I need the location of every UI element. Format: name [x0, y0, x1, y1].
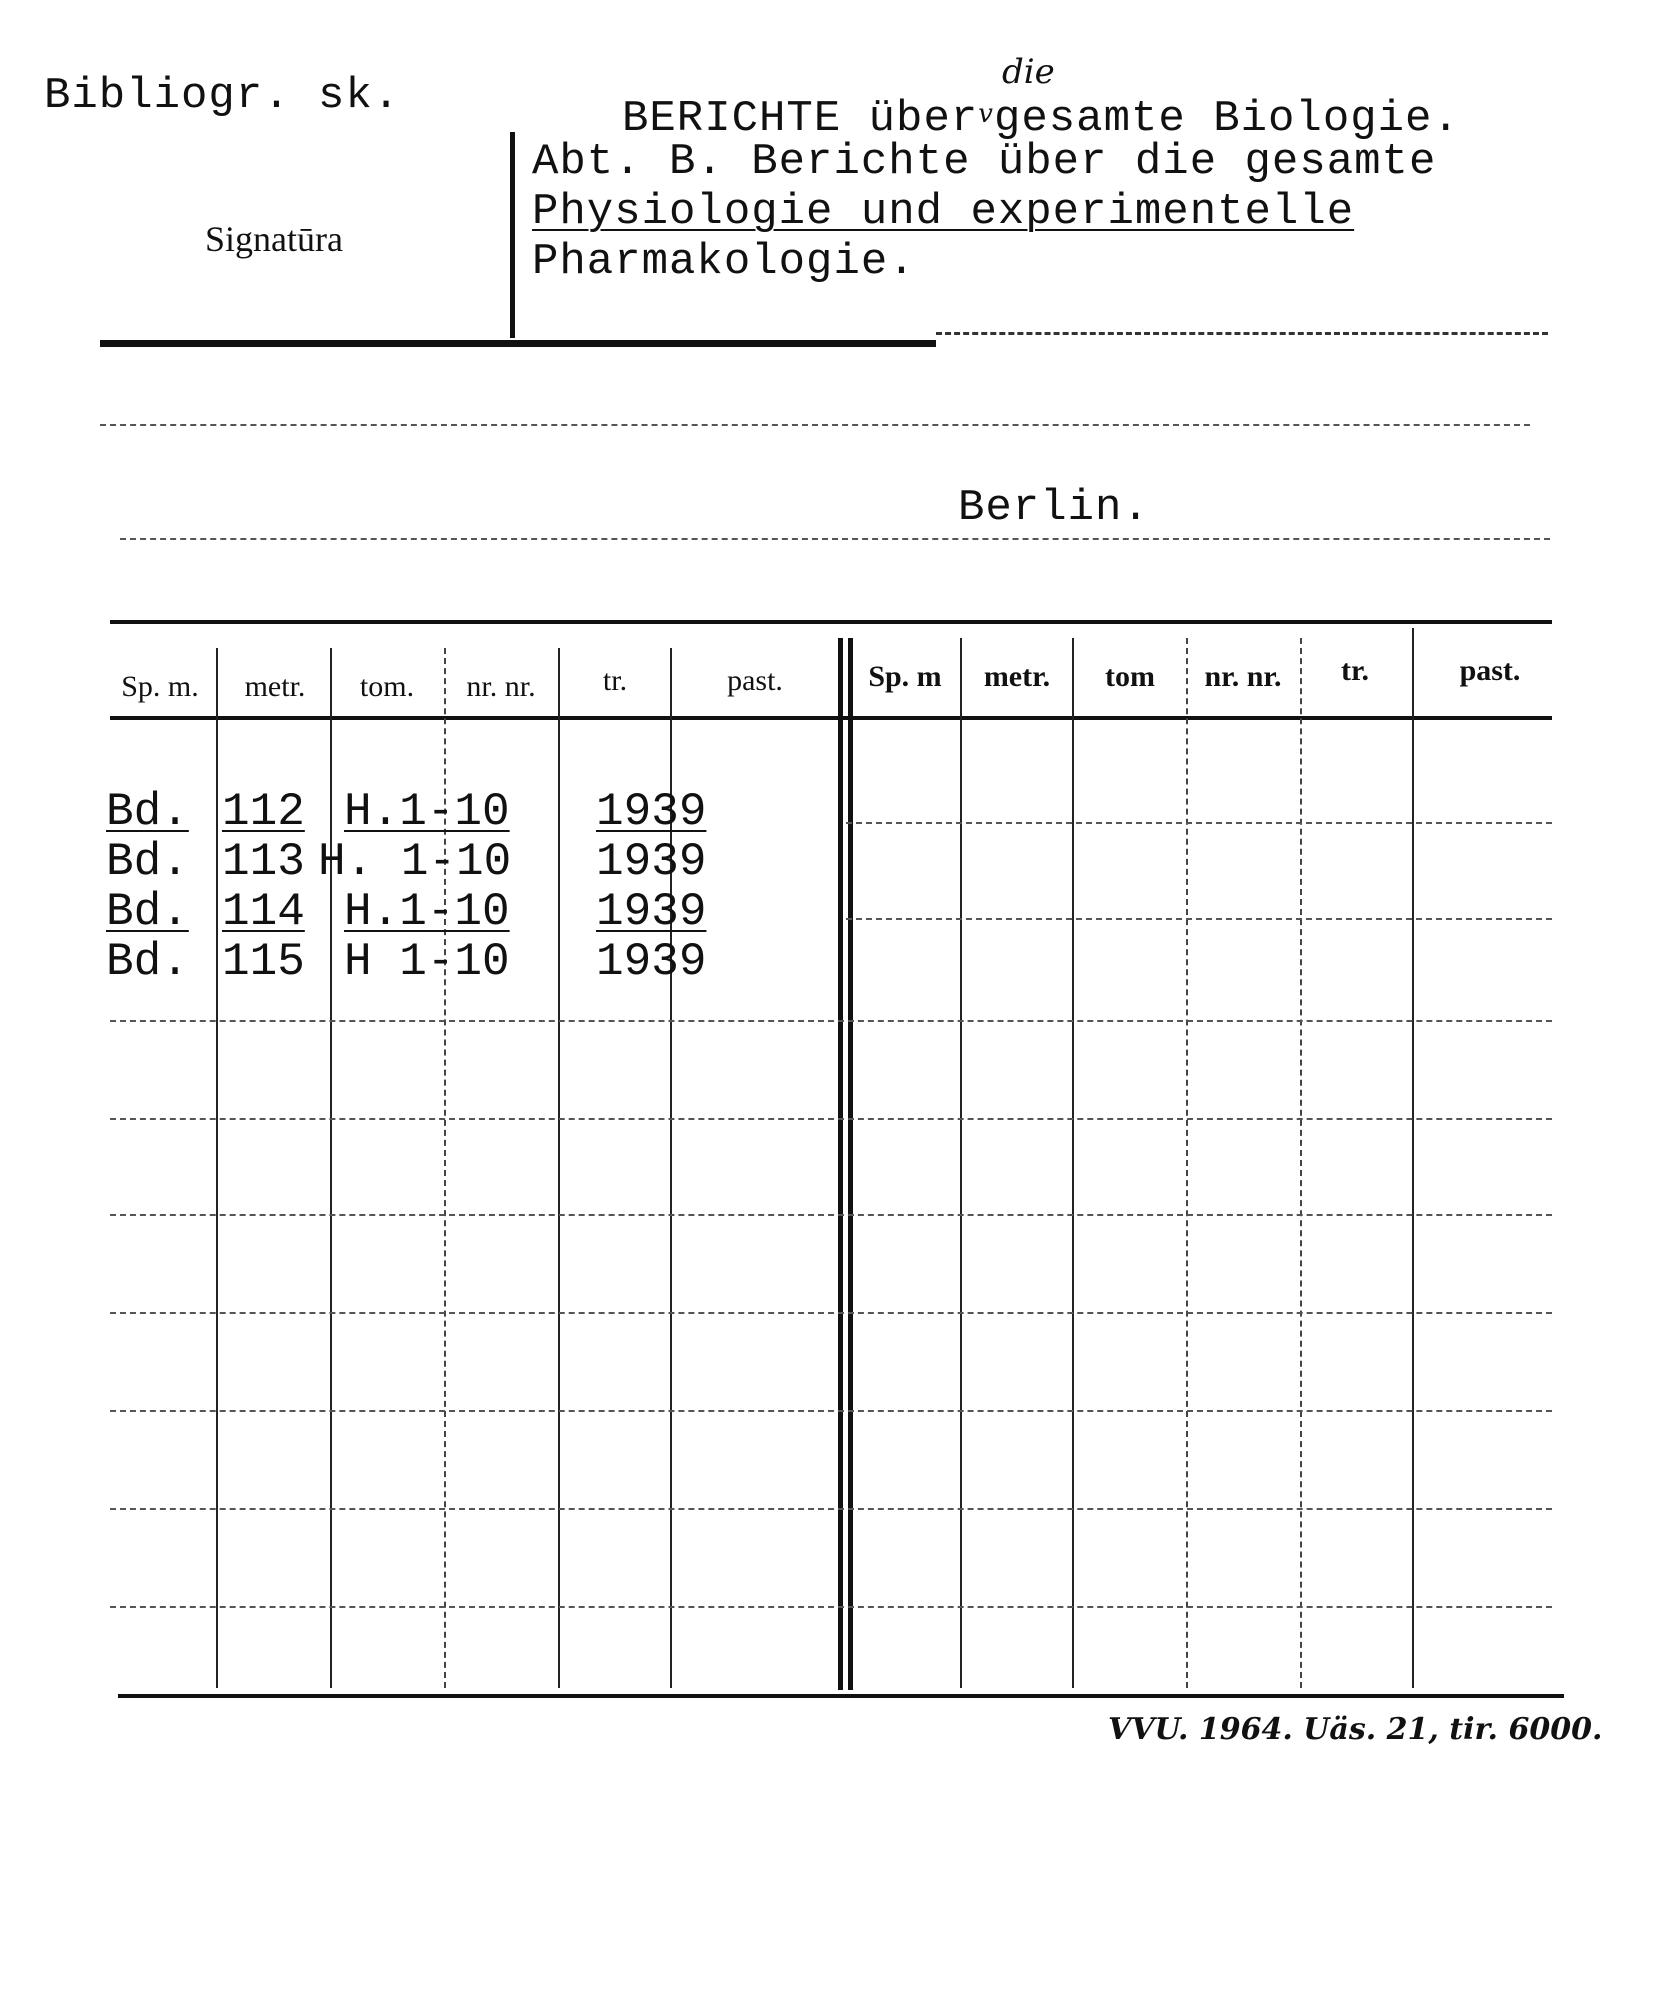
row-1-volume: 112: [222, 786, 305, 838]
row-rule-4: [110, 1118, 1552, 1120]
row-1-issues: H.1-10: [344, 786, 510, 838]
header-sp-m-right: Sp. m: [868, 660, 942, 693]
header-tom-left: tom.: [359, 670, 415, 703]
header-metr-right: metr.: [983, 660, 1051, 693]
row-rule-9: [110, 1606, 1552, 1608]
print-run-note: VVU. 1964. Uäs. 21, tir. 6000.: [1108, 1712, 1603, 1747]
row-1-year: 1939: [596, 786, 707, 838]
title-line-4: Pharmakologie.: [532, 237, 916, 287]
col-divider-9: [1186, 638, 1188, 1688]
col-divider-1: [216, 648, 218, 1688]
title-line-1: [622, 90, 1460, 143]
row-rule-5: [110, 1214, 1552, 1216]
row-4-volume: 115: [222, 936, 305, 988]
handwritten-insert-word: die: [1002, 52, 1055, 92]
col-divider-2: [330, 648, 332, 1688]
header-tr-right: tr.: [1340, 654, 1370, 687]
header-tr-left: tr.: [602, 664, 628, 697]
title-line-3: Physiologie und experimentelle: [532, 187, 1355, 237]
row-2-issues: H. 1-10: [318, 836, 512, 888]
row-3-year: 1939: [596, 886, 707, 938]
signature-label: Signatūra: [205, 219, 343, 259]
center-double-divider-b: [848, 638, 853, 1690]
title-line-1-start: BERICHTE über: [622, 94, 979, 144]
shelf-mark: Bibliogr. sk.: [44, 71, 401, 121]
col-divider-10: [1300, 638, 1302, 1688]
header-rule-left: [100, 340, 936, 347]
row-rule-1: [846, 822, 1552, 824]
row-3-bd: Bd.: [106, 886, 189, 938]
row-2-bd: Bd.: [106, 836, 189, 888]
table-top-rule: [110, 620, 1552, 624]
blank-line-1: [100, 424, 1530, 426]
row-rule-2: [846, 918, 1552, 920]
row-4-year: 1939: [596, 936, 707, 988]
row-2-year: 1939: [596, 836, 707, 888]
title-line-2: Abt. B. Berichte über die gesamte: [532, 137, 1437, 187]
place-of-publication: Berlin.: [958, 483, 1150, 533]
row-rule-3: [110, 1020, 1552, 1022]
row-4-bd: Bd.: [106, 936, 189, 988]
header-nr-left: nr. nr.: [466, 670, 536, 703]
row-3-issues: H.1-10: [344, 886, 510, 938]
row-rule-6: [110, 1312, 1552, 1314]
row-3-volume: 114: [222, 886, 305, 938]
header-past-right: past.: [1459, 654, 1521, 687]
row-rule-7: [110, 1410, 1552, 1412]
header-metr-left: metr.: [244, 670, 306, 703]
col-divider-4: [558, 648, 560, 1688]
row-rule-8: [110, 1508, 1552, 1510]
center-double-divider-a: [838, 638, 843, 1690]
table-bottom-rule: [118, 1694, 1564, 1698]
row-1-bd: Bd.: [106, 786, 189, 838]
row-4-issues: H 1-10: [344, 936, 510, 988]
insert-mark: v: [978, 99, 994, 129]
header-divider: [510, 132, 515, 338]
col-divider-11: [1412, 628, 1414, 1688]
title-line-1-rest: gesamte Biologie.: [993, 94, 1460, 144]
header-rule-right: [936, 332, 1548, 335]
row-2-volume: 113: [222, 836, 305, 888]
col-divider-8: [1072, 638, 1074, 1688]
header-sp-m-left: Sp. m.: [121, 670, 199, 703]
header-past-left: past.: [727, 664, 783, 697]
col-divider-7: [960, 638, 962, 1688]
header-tom-right: tom: [1105, 660, 1155, 693]
table-header-rule: [110, 716, 1552, 720]
blank-line-2: [120, 538, 1550, 540]
header-nr-right: nr. nr.: [1204, 660, 1282, 693]
